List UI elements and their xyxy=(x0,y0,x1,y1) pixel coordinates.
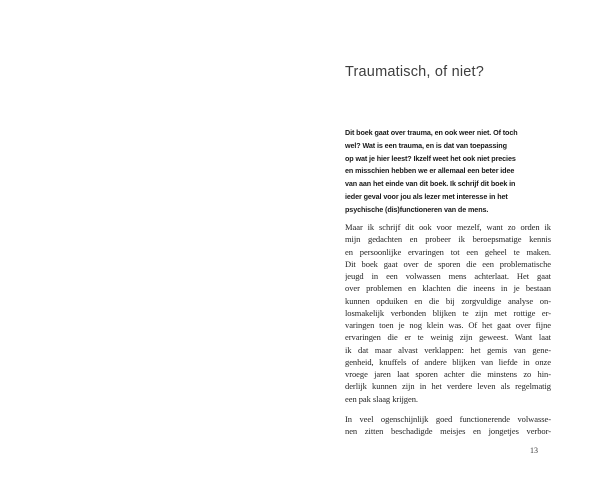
text-line: psychische (dis)functioneren van de mens. xyxy=(345,204,489,214)
chapter-title: Traumatisch, of niet? xyxy=(345,64,485,80)
intro-paragraph xyxy=(345,127,551,217)
text-line: ieder geval voor jou als lezer met interesse in het xyxy=(345,191,508,201)
text-line: ik dat maar alvast verklappen: het gemis van gene- xyxy=(345,344,551,355)
page-number: 13 xyxy=(530,446,538,455)
text-line: en persoonlijke ervaringen tot een geheel te maken. xyxy=(345,246,551,257)
text-line: In veel ogenschijnlijk goed functionerende volwasse- xyxy=(345,414,551,424)
text-line: vroege jaren laat sporen achter die minstens zo hin- xyxy=(345,369,551,379)
text-line: genheid, knuffels of andere blijken van liefde in onze xyxy=(345,356,551,367)
body-paragraph-1 xyxy=(345,221,551,405)
text-line: op wat je hier leest? Ikzelf weet het ook niet precies xyxy=(345,153,516,163)
text-line: nen zitten beschadigde meisjes en jongetjes verbor- xyxy=(345,426,551,437)
text-line: varingen toen je nog klein was. Of het gaat over fijne xyxy=(345,320,551,330)
book-page xyxy=(345,0,551,480)
text-line: mijn gedachten en probeer ik beroepsmatige kennis xyxy=(345,234,551,245)
text-line: over problemen en klachten die ineens in je bestaan xyxy=(345,283,551,294)
text-line: Maar ik schrijf dit ook voor mezelf, want zo orden ik xyxy=(345,222,551,232)
text-line: ervaringen die er te weinig zijn geweest. Want laat xyxy=(345,332,551,343)
text-line: Dit boek gaat over de sporen die een problematische xyxy=(345,258,551,269)
text-line: kunnen opduiken en die bij zorgvuldige analyse on- xyxy=(345,295,551,306)
body-paragraph-2 xyxy=(345,413,551,438)
text-line: van aan het einde van dit boek. Ik schrijf dit boek in xyxy=(345,179,516,189)
text-line: Dit boek gaat over trauma, en ook weer niet. Of toch xyxy=(345,128,518,137)
text-line: derlijk kunnen zijn in het verdere leven als regelmatig xyxy=(345,381,551,392)
text-line: wel? Wat is een trauma, en is dat van toepassing xyxy=(345,140,507,150)
text-line: en misschien hebben we er allemaal een beter idee xyxy=(345,166,515,176)
text-line: jeugd in een volwassen mens achterlaat. Het gaat xyxy=(345,271,551,281)
text-line: losmakelijk verbonden blijken te zijn met rottige er- xyxy=(345,307,551,318)
text-line: een pak slaag krijgen. xyxy=(345,393,419,404)
